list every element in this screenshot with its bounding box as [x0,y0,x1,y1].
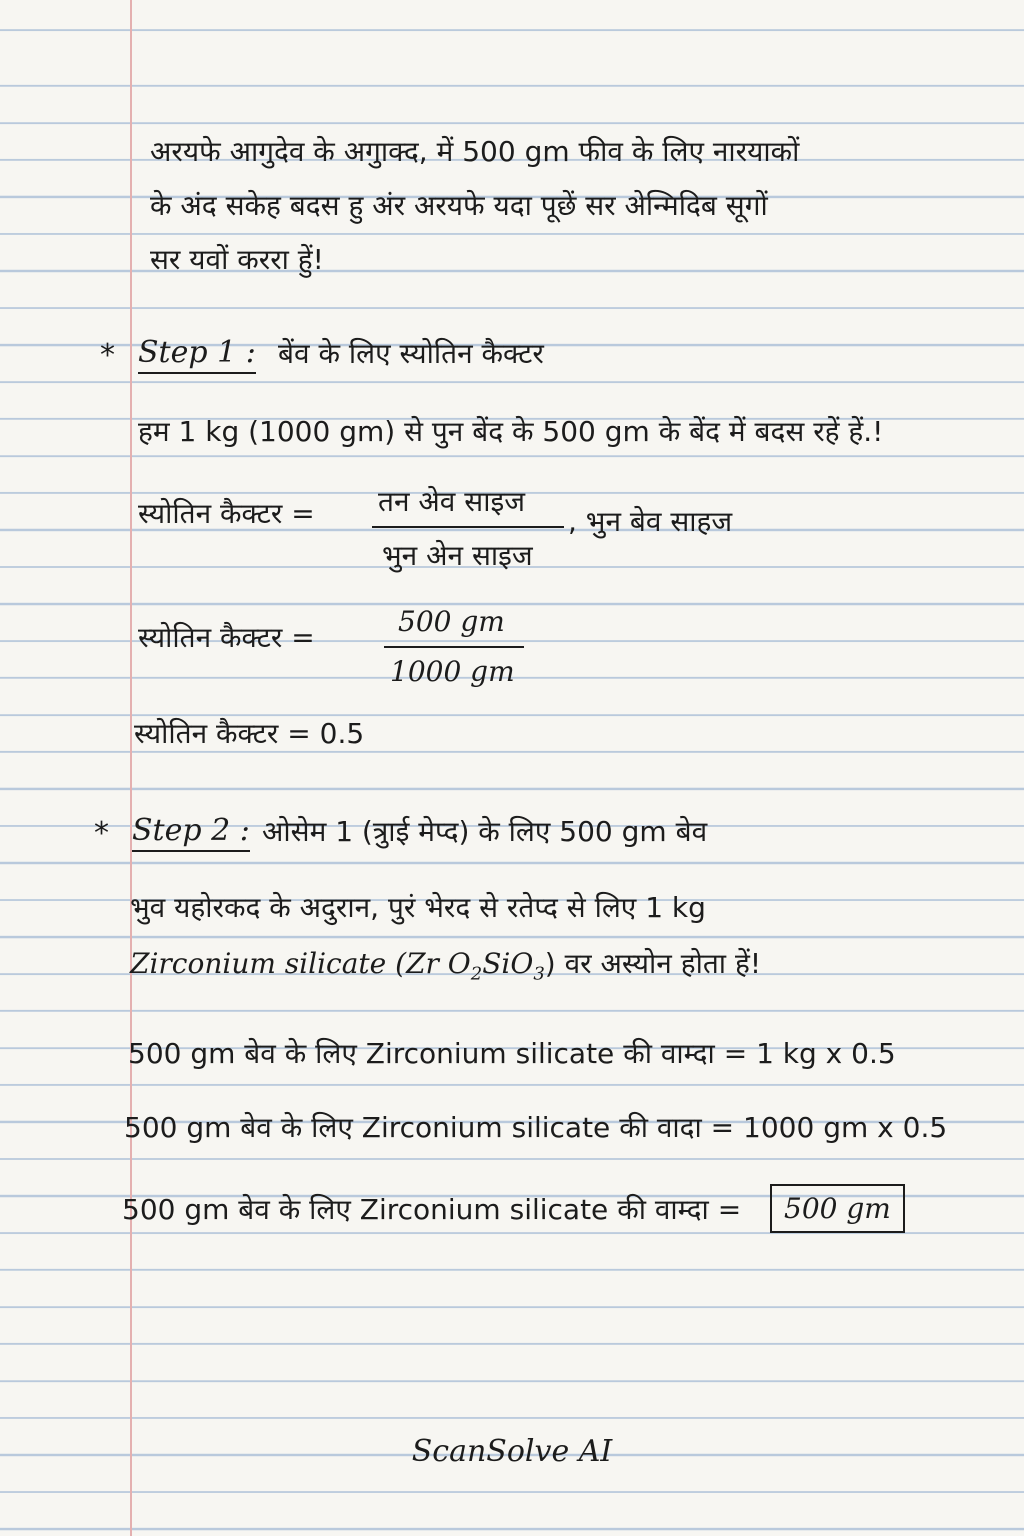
calc-fraction-bar [384,646,524,648]
step2-bullet: * [94,816,109,851]
step2-line-2-part-a: Zirconium silicate (Zr O [130,947,471,980]
step2-equation-1: 500 gm बेव के लिए Zirconium silicate की वाम्दा = 1 kg x 0.5 [128,1037,896,1070]
step2-line-1: भुव यहोरकद के अदुरान, पुरं भेरद से रतेप्द से लिए 1 kg [130,891,706,924]
final-answer-box: 500 gm [770,1184,905,1233]
intro-line-1: अरयफे आगुदेव के अगुाक्द, में 500 gm फीव के लिए नारयाकों [150,135,800,168]
calc-lhs: स्योतिन कैक्टर = [138,621,315,654]
formula-lhs: स्योतिन कैक्टर = [138,497,315,530]
step2-line-2-part-c: ) वर अस्योन होता हें! [544,947,762,980]
step2-equation-2: 500 gm बेव के लिए Zirconium silicate की वादा = 1000 gm x 0.5 [124,1111,948,1144]
formula-denominator: भुन अेन साइज [382,539,533,572]
intro-line-3: सर यवों कररा हुें! [150,243,324,276]
step1-heading: बेंव के लिए स्योतिन कैक्टर [278,337,544,370]
formula-tail: , भुन बेव साहज [568,505,733,538]
step2-label: Step 2 : [132,816,250,852]
step2-equation-3-lhs: 500 gm बेव के लिए Zirconium silicate की वाम्दा = [122,1193,742,1226]
formula-fraction-bar [372,526,564,528]
step2-line-2-part-b: SiO [482,947,534,980]
calc-denominator: 1000 gm [390,655,515,688]
step1-bullet: * [100,338,115,373]
intro-line-2: के अंद सकेह बदस हु अंर अरयफे यदा पूछें सर अेन्मिदिब सूगों [150,189,768,222]
brand-footer: ScanSolve AI [411,1434,613,1469]
step1-line-1: हम 1 kg (1000 gm) से पुन बेंद के 500 gm के बेंद में बदस रहें हें.! [138,415,884,448]
step2-heading: ओसेम 1 (त्रुाई मेप्द) के लिए 500 gm बेव [262,815,708,848]
calc-numerator: 500 gm [398,605,505,638]
step2-line-2 [130,947,762,985]
step1-label: Step 1 : [138,338,256,374]
step1-result: स्योतिन कैक्टर = 0.5 [134,717,365,750]
formula-subscript-3: 3 [533,963,545,985]
formula-numerator: तन अेव साइज [378,485,525,518]
margin-line [130,0,132,1536]
formula-subscript-2: 2 [470,963,483,985]
